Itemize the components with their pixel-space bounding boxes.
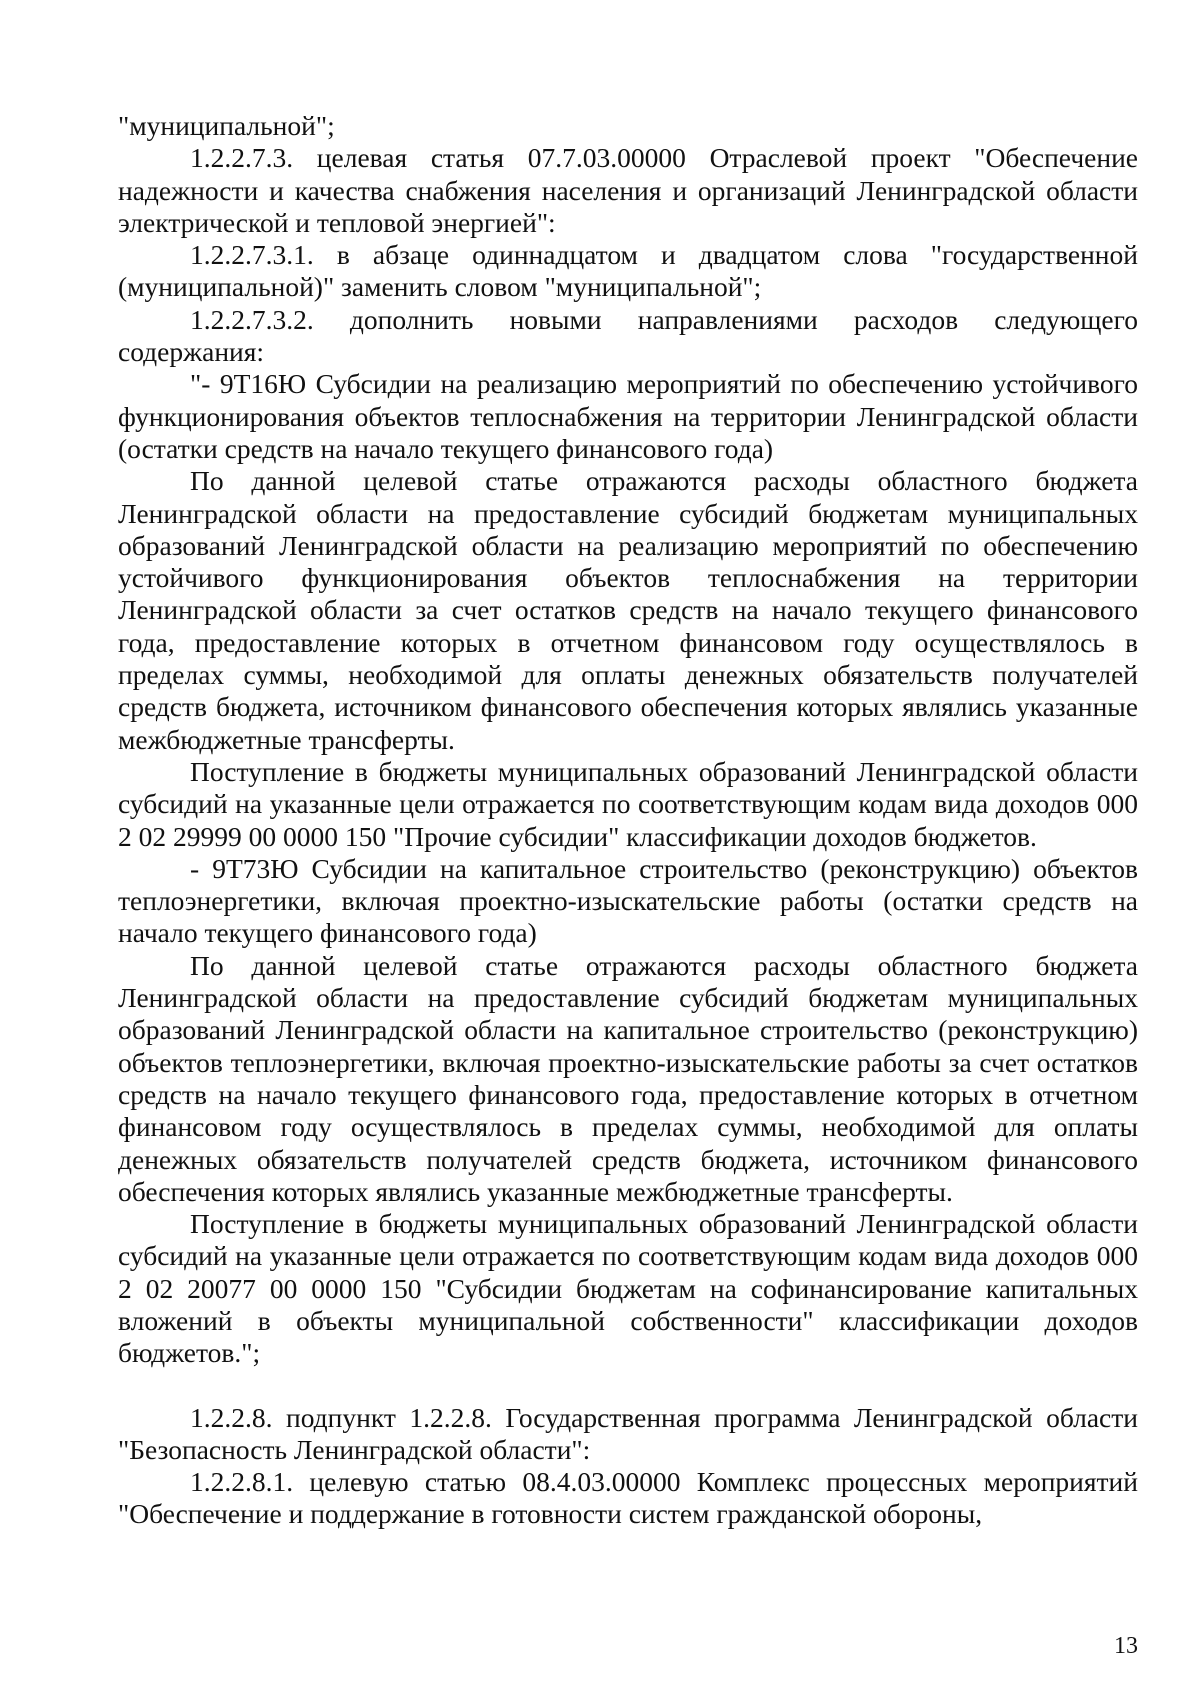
paragraph-1-2-2-7-3-2: 1.2.2.7.3.2. дополнить новыми направлениями расходов следующего содержания: bbox=[118, 303, 1138, 368]
paragraph-9t73yu-description: По данной целевой статье отражаются расходы областного бюджета Ленинградской области на предоставление субсидий бюджетам муниципальных образований Ленинградской области на капитальное строительство (реконструкцию) объектов теплоэнергетики, включая проектно-изыскательские работы за счет остатков средств на начало текущего финансового года, предоставление которых в отчетном финансовом году осуществлялось в пределах суммы, необходимой для оплаты денежных обязательств получателей средств бюджета, источником финансового обеспечения которых являлись указанные межбюджетные трансферты. bbox=[118, 949, 1138, 1207]
paragraph-1-2-2-8: 1.2.2.8. подпункт 1.2.2.8. Государственная программа Ленинградской области "Безопасность Ленинградской области": bbox=[118, 1401, 1138, 1465]
paragraph-9t16yu-heading: "- 9Т16Ю Субсидии на реализацию мероприятий по обеспечению устойчивого функционирования объектов теплоснабжения на территории Ленинградской области (остатки средств на начало текущего финансового года) bbox=[118, 368, 1138, 464]
paragraph-1-2-2-7-3: 1.2.2.7.3. целевая статья 07.7.03.00000 Отраслевой проект "Обеспечение надежности и качества снабжения населения и организаций Ленинградской области электрической и тепловой энергией": bbox=[118, 142, 1138, 238]
paragraph-9t16yu-description: По данной целевой статье отражаются расходы областного бюджета Ленинградской области на предоставление субсидий бюджетам муниципальных образований Ленинградской области на реализацию мероприятий по обеспечению устойчивого функционирования объектов теплоснабжения на территории Ленинградской области за счет остатков средств на начало текущего финансового года, предоставление которых в отчетном финансовом году осуществлялось в пределах суммы, необходимой для оплаты денежных обязательств получателей средств бюджета, источником финансового обеспечения которых являлись указанные межбюджетные трансферты. bbox=[118, 465, 1138, 755]
page-number: 13 bbox=[1114, 1633, 1138, 1659]
paragraph-1-2-2-8-1: 1.2.2.8.1. целевую статью 08.4.03.00000 Комплекс процессных мероприятий "Обеспечение и поддержание в готовности систем гражданской обороны, bbox=[118, 1466, 1138, 1530]
paragraph-9t16yu-revenue: Поступление в бюджеты муниципальных образований Ленинградской области субсидий на указанные цели отражается по соответствующим кодам вида доходов 000 2 02 29999 00 0000 150 "Прочие субсидии" классификации доходов бюджетов. bbox=[118, 755, 1138, 852]
document-body bbox=[118, 110, 1138, 1531]
paragraph-9t73yu-revenue: Поступление в бюджеты муниципальных образований Ленинградской области субсидий на указанные цели отражается по соответствующим кодам вида доходов 000 2 02 20077 00 0000 150 "Субсидии бюджетам на софинансирование капитальных вложений в объекты муниципальной собственности" классификации доходов бюджетов."; bbox=[118, 1208, 1138, 1369]
paragraph-9t73yu-heading: - 9Т73Ю Субсидии на капитальное строительство (реконструкцию) объектов теплоэнергетики, включая проектно-изыскательские работы (остатки средств на начало текущего финансового года) bbox=[118, 852, 1138, 949]
paragraph-continuation: "муниципальной"; bbox=[118, 110, 335, 141]
paragraph-1-2-2-7-3-1: 1.2.2.7.3.1. в абзаце одиннадцатом и двадцатом слова "государственной (муниципальной)" заменить словом "муниципальной"; bbox=[118, 239, 1138, 303]
